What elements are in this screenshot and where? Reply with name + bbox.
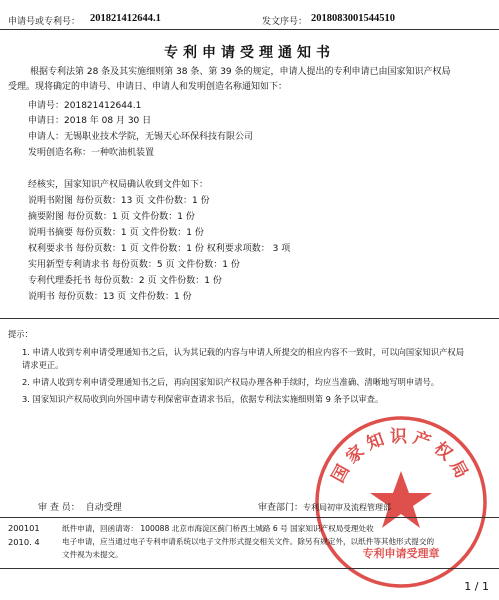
serial-number-label: 发文序号： [262,17,308,27]
intro-paragraph [8,65,496,95]
seal-ring-text: 国家知识产权局 [328,426,474,487]
doc-item: 摘要附图 每份页数：1 页 文件份数：1 份 [28,212,195,222]
field-application-date [28,113,151,126]
form-code: 200101 [8,523,40,533]
note-item: 2. 申请人收到专利申请受理通知书之后，再向国家知识产权局办理各种手续时，均应当准确、清晰地写明申请号。 [22,377,440,387]
field-label: 发明创造名称： [28,148,92,158]
notes-rule [0,318,499,319]
field-value: 2018 年 08 月 30 日 [64,116,152,126]
footer-line: 电子申请，应当通过电子专利申请系统以电子文件形式提交相关文件。除另有规定外，以纸件等其他形式提交的 [62,537,435,546]
doc-item: 说明书附图 每份页数：13 页 文件份数：1 份 [28,196,210,206]
bottom-rule [0,568,499,569]
application-number-label: 申请号或专利号： [8,17,81,27]
note-item: 请求更正。 [22,360,64,370]
field-label: 申请日： [28,116,65,126]
verify-intro: 经核实，国家知识产权局确认收到文件如下： [28,180,209,190]
field-invention-name [28,145,154,158]
field-application-number [28,98,141,111]
intro-line-1: 根据专利法第 28 条及其实施细则第 38 条、第 39 条的规定，申请人提出的专利申请已由国家知识产权局 [30,67,451,77]
footer-line: 纸件申请，回函请寄： 100088 北京市海淀区蓟门桥西土城路 6 号 国家知识产权局受理处收 [62,524,374,533]
field-value: 201821412644.1 [64,101,142,111]
note-item: 3. 国家知识产权局收到向外国申请专利保密审查请求书后，依据专利法实施细则第 9 条予以审查。 [22,394,384,404]
field-value: 无锡职业技术学院，无锡天心环保科技有限公司 [64,132,254,142]
field-label: 申请号： [28,101,65,111]
seal-bottom-text: 专利申请受理章 [362,547,440,560]
department-label: 审查部门： [258,503,304,513]
notes-heading: 提示： [8,329,33,339]
form-version: 2010. 4 [8,537,40,547]
field-value: 一种吹油机装置 [91,148,155,158]
intro-line-2: 受理。现将确定的申请号、申请日、申请人和发明创造名称通知如下： [8,82,288,92]
document-title: 专利申请受理通知书 [164,45,335,61]
application-number: 201821412644.1 [90,13,161,24]
doc-item: 权利要求书 每份页数：1 页 文件份数：1 份 权利要求项数： 3 项 [28,244,291,254]
reviewer [38,500,122,513]
footer-line: 文件视为未提交。 [62,550,123,559]
serial-number: 2018083001544510 [311,13,395,24]
header-rule [0,29,499,30]
footer-notice [62,522,434,561]
field-applicant [28,129,253,142]
reviewer-label: 审 查 员： [38,503,80,513]
department [258,500,391,513]
department-value: 专利局初审及流程管理部 [303,503,392,512]
field-label: 申请人： [28,132,65,142]
note-item: 1. 申请人收到专利申请受理通知书之后，认为其记载的内容与申请人所提交的相应内容不一致时，可以向国家知识产权局 [22,347,464,357]
page-number: 1 / 1 [464,580,489,593]
doc-item: 实用新型专利请求书 每份页数：5 页 文件份数：1 份 [28,260,240,270]
doc-item: 说明书摘要 每份页数：1 页 文件份数：1 份 [28,228,204,238]
reviewer-value: 自动受理 [85,503,122,513]
doc-item: 专利代理委托书 每份页数：2 页 文件份数：1 份 [28,276,222,286]
footer-rule [0,517,499,518]
doc-item: 说明书 每份页数：13 页 文件份数：1 份 [28,292,192,302]
